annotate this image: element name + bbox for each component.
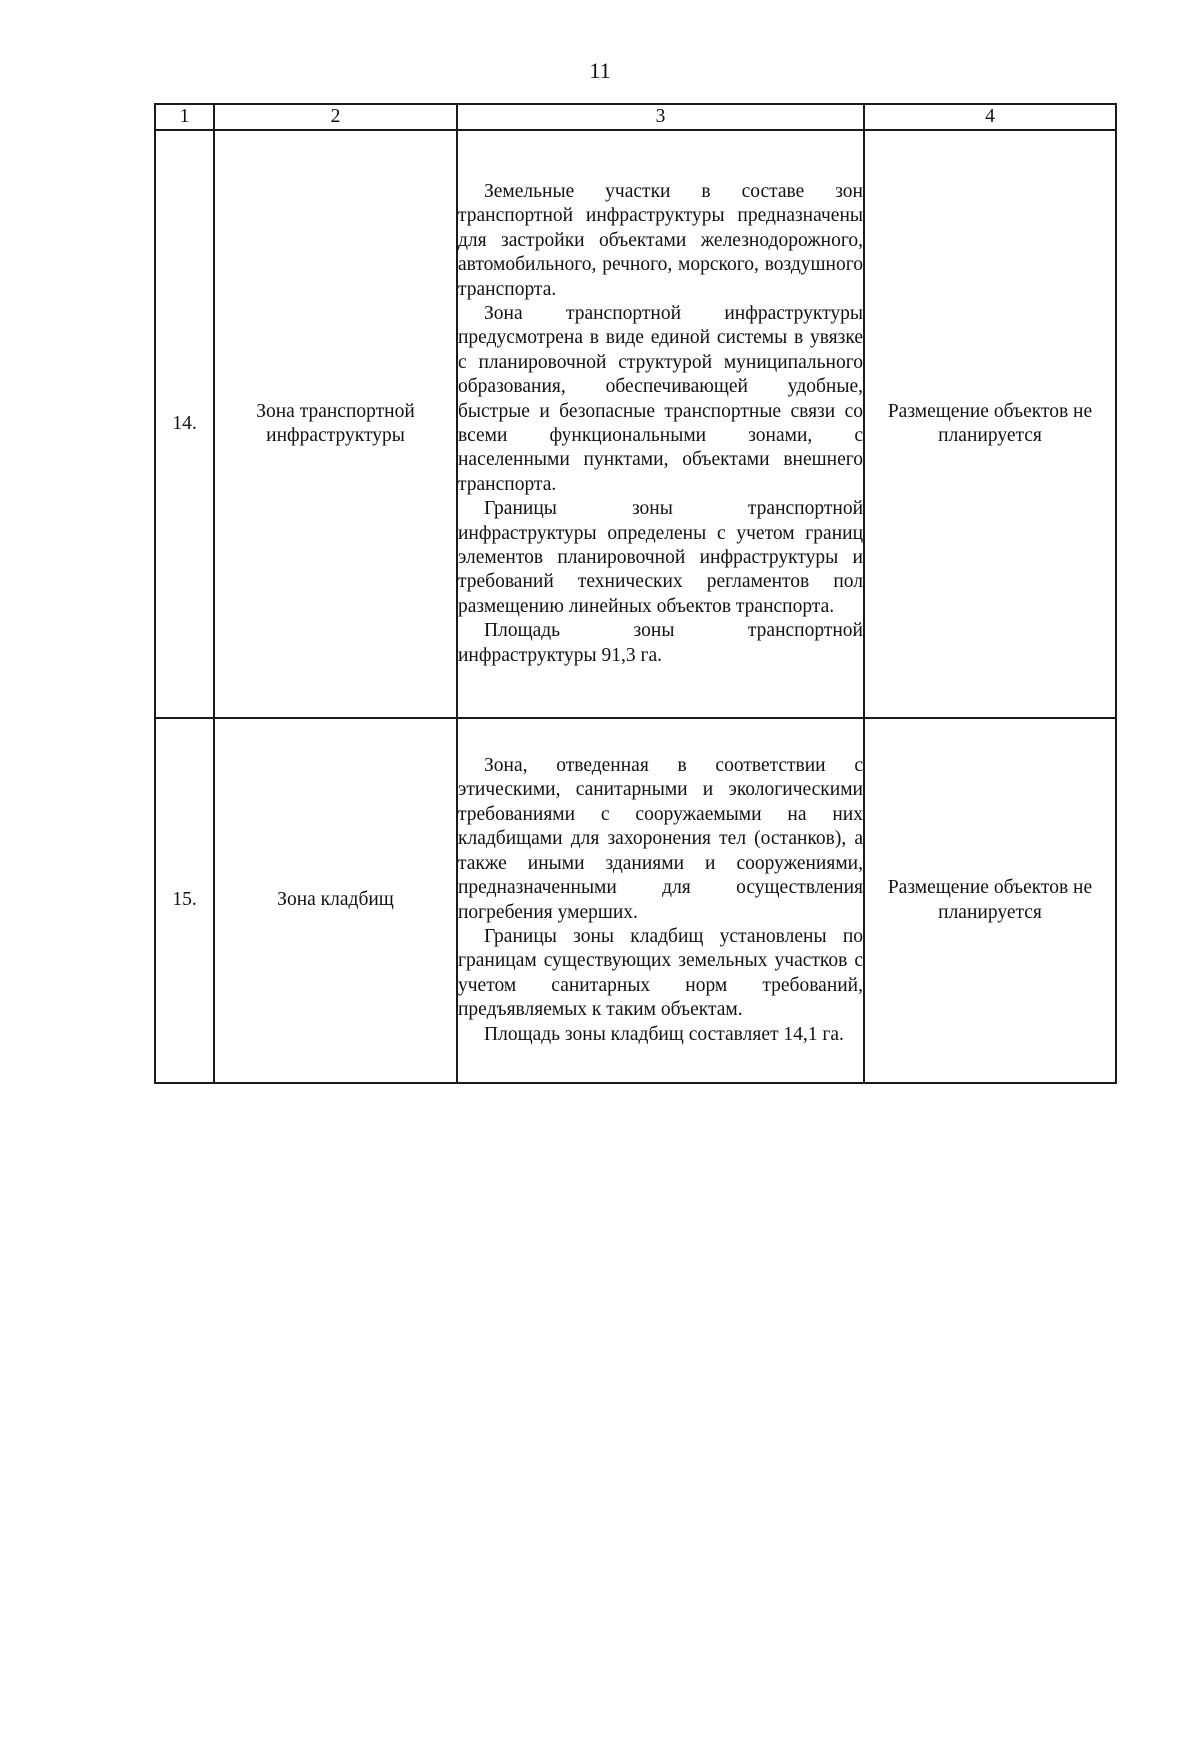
page-number: 11 xyxy=(589,58,611,83)
description-paragraph: Зона, отведенная в соответствии с этическими, санитарными и экологическими требованиями с сооружаемыми на них кладбищами для захоронения тел (останков), а также иными зданиями и сооружениями, предназначенными для осуществления погребения умерших. xyxy=(458,755,863,923)
column-header-1: 1 xyxy=(155,104,214,130)
planned-objects: Размещение объектов не планируется xyxy=(864,718,1116,1083)
row-number: 14. xyxy=(155,130,214,718)
row-number: 15. xyxy=(155,718,214,1083)
table-header-row xyxy=(155,104,1116,130)
planned-objects: Размещение объектов не планируется xyxy=(864,130,1116,718)
description-paragraph: Площадь зоны транспортной инфраструктуры 91,3 га. xyxy=(458,620,863,666)
zone-name: Зона кладбищ xyxy=(214,718,457,1083)
table-row xyxy=(155,718,1116,1083)
zone-description xyxy=(457,130,864,718)
table-row xyxy=(155,130,1116,718)
description-paragraph: Границы зоны кладбищ установлены по границам существующих земельных участков с учетом санитарных норм требований, предъявляемых к таким объектам. xyxy=(458,925,863,1021)
column-header-3: 3 xyxy=(457,104,864,130)
zone-description xyxy=(457,718,864,1083)
column-header-4: 4 xyxy=(864,104,1116,130)
zone-name: Зона транспортной инфраструктуры xyxy=(214,130,457,718)
description-paragraph: Земельные участки в составе зон транспортной инфраструктуры предназначены для застройки объектами железнодорожного, автомобильного, речного, морского, воздушного транспорта. xyxy=(458,180,863,300)
column-header-2: 2 xyxy=(214,104,457,130)
description-paragraph: Зона транспортной инфраструктуры предусмотрена в виде единой системы в увязке с планировочной структурой муниципального образования, обеспечивающей удобные, быстрые и безопасные транспортные связи со всеми функциональными зонами, с населенными пунктами, объектами внешнего транспорта. xyxy=(458,302,863,495)
zones-table xyxy=(154,103,1117,1084)
description-paragraph: Площадь зоны кладбищ составляет 14,1 га. xyxy=(484,1023,844,1045)
description-paragraph: Границы зоны транспортной инфраструктуры определены с учетом границ элементов планировочной инфраструктуры и требований технических регламентов пол размещению линейных объектов транспорта. xyxy=(458,498,863,617)
